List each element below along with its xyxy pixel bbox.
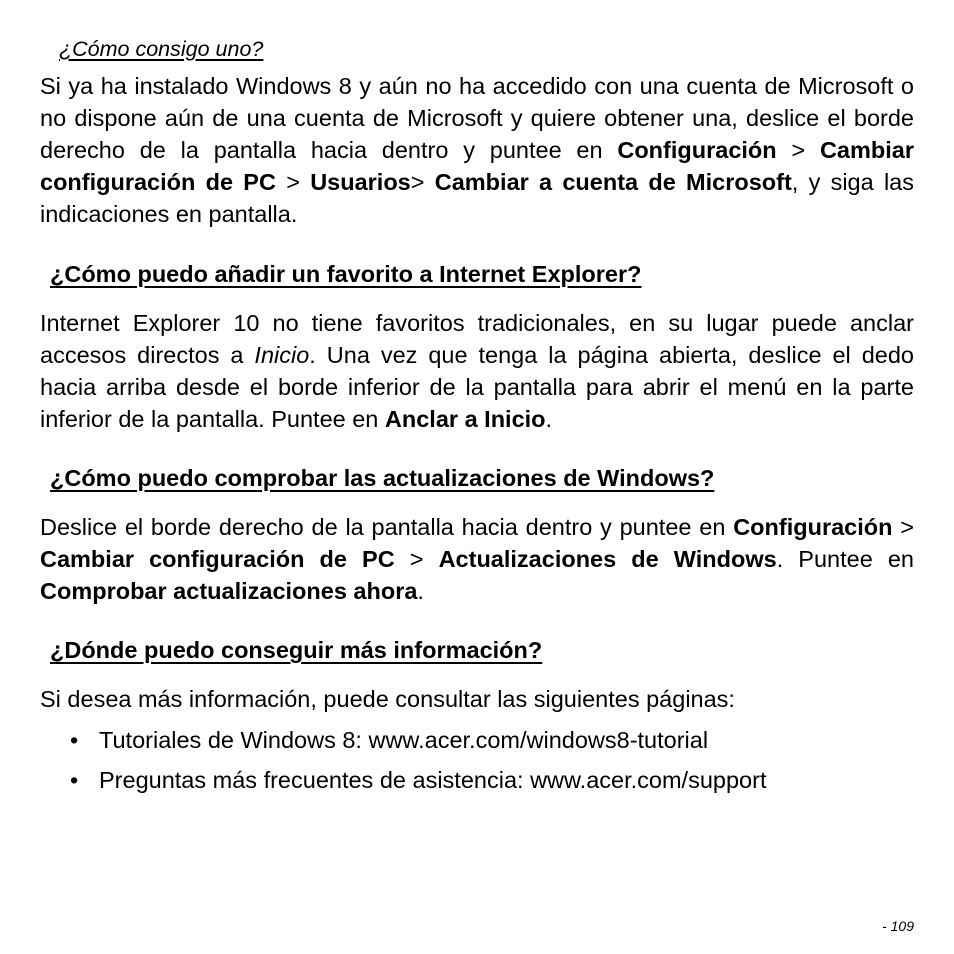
link-windows8-tutorial[interactable]: Tutoriales de Windows 8: www.acer.com/windows8-tutorial: [99, 727, 709, 753]
paragraph-mas-informacion: Si desea más información, puede consultar las siguientes páginas:: [40, 686, 735, 712]
text: , y siga las indicaciones en pantalla.: [40, 169, 914, 227]
heading-actualizaciones-windows: ¿Cómo puedo comprobar las actualizaciones de Windows?: [50, 465, 715, 491]
text: Si ya ha instalado Windows 8 y aún no ha accedido con una cuenta de Microsoft o no dispone aún de una cuenta de Microsoft y quiere obtener una, deslice el borde derecho de la pantalla hacia dentro y puntee en: [40, 73, 914, 163]
subheading-como-consigo-uno: ¿Cómo consigo uno?: [59, 37, 264, 61]
text: Internet Explorer 10 no tiene favoritos tradicionales, en su lugar puede anclar accesos directos a: [40, 310, 914, 368]
link-acer-support[interactable]: Preguntas más frecuentes de asistencia: www.acer.com/support: [99, 767, 767, 793]
text: >: [776, 137, 820, 163]
bold-term-cambiar-cuenta: Cambiar a cuenta de Microsoft: [434, 169, 792, 195]
bold-term-configuracion: Configuración: [617, 137, 777, 163]
text: >: [394, 546, 439, 572]
text: >: [275, 169, 311, 195]
heading-favorito-internet-explorer: ¿Cómo puedo añadir un favorito a Internet Explorer?: [50, 261, 642, 287]
text: .: [545, 406, 553, 432]
bullet-icon: •: [70, 727, 79, 753]
list-item: [40, 764, 766, 796]
bullet-icon: •: [70, 767, 79, 793]
paragraph-internet-explorer: [40, 307, 914, 435]
text: >: [410, 169, 435, 195]
info-links-list: [40, 724, 766, 804]
list-item: [40, 724, 766, 756]
heading-mas-informacion: ¿Dónde puedo conseguir más información?: [50, 637, 543, 663]
bold-term-cambiar-configuracion: Cambiar configuración de PC: [40, 137, 914, 195]
bold-term-cambiar-configuracion: Cambiar configuración de PC: [40, 546, 395, 572]
bold-term-anclar-inicio: Anclar a Inicio: [384, 406, 546, 432]
page-number: - 109: [882, 918, 914, 934]
text: >: [892, 514, 914, 540]
bold-term-configuracion: Configuración: [733, 514, 893, 540]
text: .: [417, 578, 424, 604]
text: . Una vez que tenga la página abierta, deslice el dedo hacia arriba desde el borde inferior de la pantalla para abrir el menú en la parte inferior de la pantalla. Puntee en: [40, 342, 914, 432]
text: Deslice el borde derecho de la pantalla hacia dentro y puntee en: [40, 514, 734, 540]
italic-term-inicio: Inicio: [254, 342, 310, 368]
bold-term-comprobar-actualizaciones: Comprobar actualizaciones ahora: [40, 578, 418, 604]
paragraph-microsoft-account: [40, 70, 914, 230]
paragraph-actualizaciones: [40, 511, 914, 607]
bold-term-usuarios: Usuarios: [310, 169, 411, 195]
bold-term-actualizaciones-windows: Actualizaciones de Windows: [438, 546, 777, 572]
text: . Puntee en: [776, 546, 914, 572]
